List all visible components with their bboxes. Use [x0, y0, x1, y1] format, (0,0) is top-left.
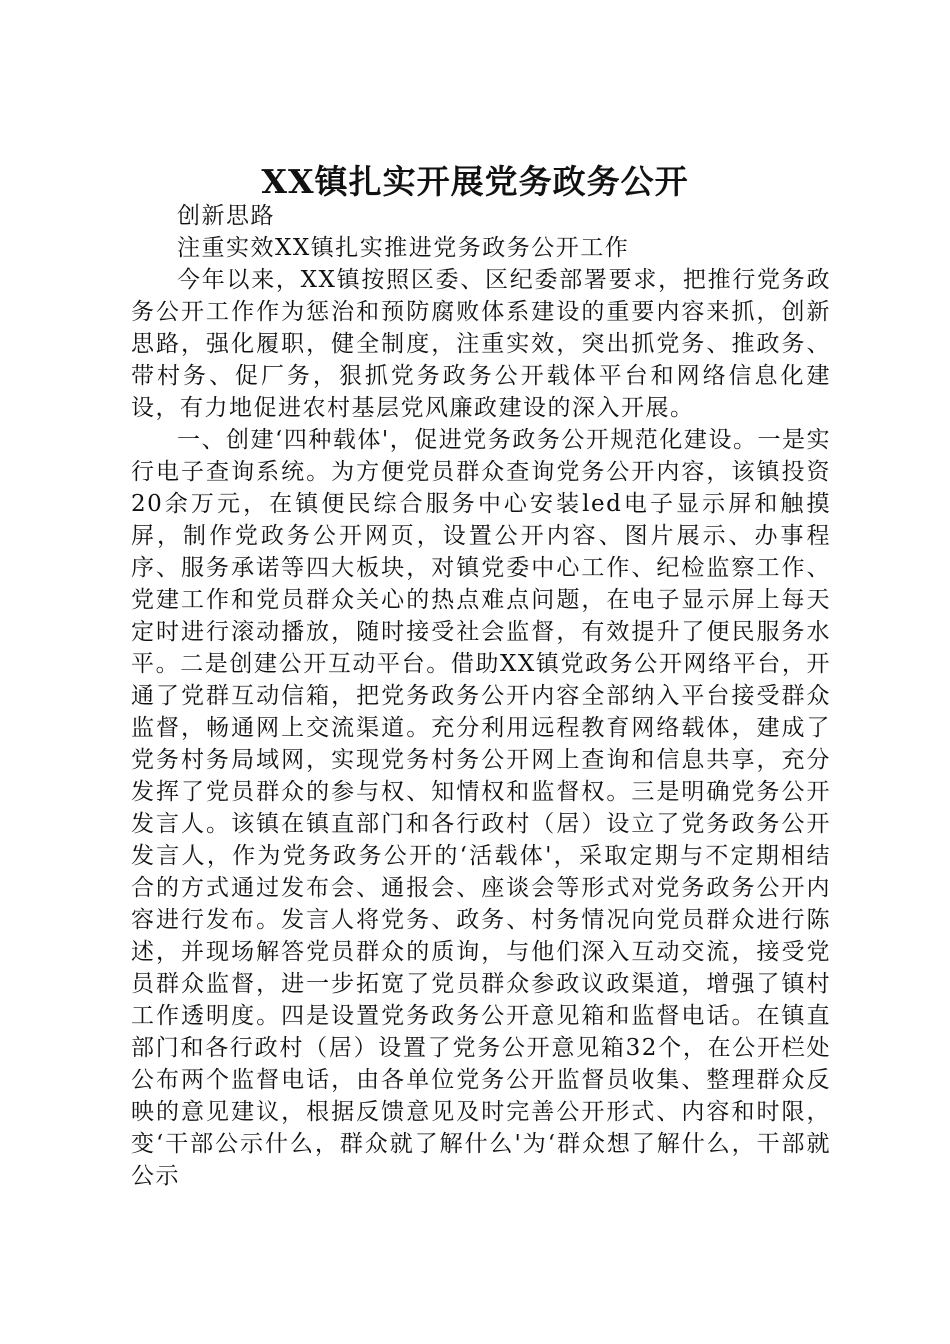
- paragraph-section-1: 一、创建‘四种载体'，促进党务政务公开规范化建设。一是实行电子查询系统。为方便党员群众查询党务公开内容，该镇投资20余万元，在镇便民综合服务中心安装led电子显示屏和触摸屏，制作党政务公开网页，设置公开内容、图片展示、办事程序、服务承诺等四大板块，对镇党委中心工作、纪检监察工作、党建工作和党员群众关心的热点难点问题，在电子显示屏上每天定时进行滚动播放，随时接受社会监督，有效提升了便民服务水平。二是创建公开互动平台。借助XX镇党政务公开网络平台，开通了党群互动信箱，把党务政务公开内容全部纳入平台接受群众监督，畅通网上交流渠道。充分利用远程教育网络载体，建成了党务村务局域网，实现党务村务公开网上查询和信息共享，充分发挥了党员群众的参与权、知情权和监督权。三是明确党务公开发言人。该镇在镇直部门和各行政村（居）设立了党务政务公开发言人，作为党务政务公开的‘活载体'，采取定期与不定期相结合的方式通过发布会、通报会、座谈会等形式对党务政务公开内容进行发布。发言人将党务、政务、村务情况向党员群众进行陈述，并现场解答党员群众的质询，与他们深入互动交流，接受党员群众监督，进一步拓宽了党员群众参政议政渠道，增强了镇村工作透明度。四是设置党务政务公开意见箱和监督电话。在镇直部门和各行政村（居）设置了党务公开意见箱32个，在公开栏处公布两个监督电话，由各单位党务公开监督员收集、整理群众反映的意见建议，根据反馈意见及时完善公开形式、内容和时限，变‘干部公示什么，群众就了解什么'为‘群众想了解什么，干部就公示: [131, 427, 831, 1189]
- document-title: XX镇扎实开展党务政务公开: [261, 162, 689, 201]
- paragraph-subtitle-2: 注重实效XX镇扎实推进党务政务公开工作: [177, 235, 630, 261]
- paragraph-intro: 今年以来，XX镇按照区委、区纪委部署要求，把推行党务政务公开工作作为惩治和预防腐败体系建设的重要内容来抓，创新思路，强化履职，健全制度，注重实效，突出抓党务、推政务、带村务、促厂务，狠抓党务政务公开载体平台和网络信息化建设，有力地促进农村基层党风廉政建设的深入开展。: [131, 267, 831, 421]
- document-body: [131, 200, 831, 1192]
- paragraph-subtitle-1: 创新思路: [177, 203, 275, 229]
